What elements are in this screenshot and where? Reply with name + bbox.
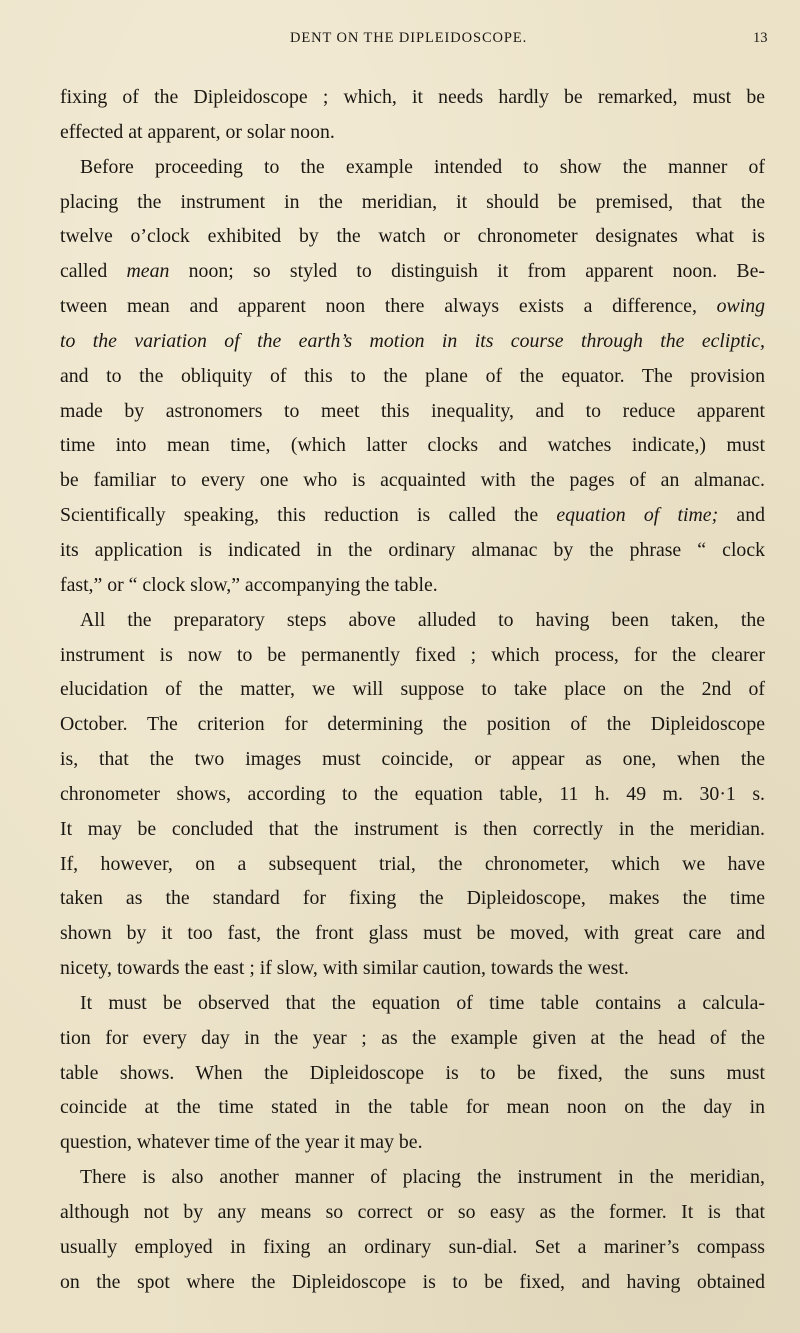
text-line: October. The criterion for determining the position of the Dipleidoscope	[60, 713, 765, 736]
body-text	[60, 80, 765, 1300]
text-line: taken as the standard for fixing the Dipleidoscope, makes the time	[60, 887, 765, 910]
text-line: It may be concluded that the instrument is then correctly in the meridian.	[60, 817, 765, 840]
text-line: coincide at the time stated in the table for mean noon on the day in	[60, 1096, 765, 1119]
running-head	[0, 30, 800, 54]
paragraph-3	[60, 603, 765, 986]
text-line: be familiar to every one who is acquainted with the pages of an almanac.	[60, 469, 765, 492]
paragraph-1	[60, 80, 765, 150]
text-line: its application is indicated in the ordinary almanac by the phrase “ clock	[60, 538, 765, 561]
text-line: usually employed in fixing an ordinary sun-dial. Set a mariner’s compass	[60, 1235, 765, 1258]
text-line: although not by any means so correct or so easy as the former. It is that	[60, 1201, 765, 1223]
text-line: on the spot where the Dipleidoscope is to be fixed, and having obtained	[60, 1270, 765, 1293]
text-line: It must be observed that the equation of time table contains a calcula-	[80, 991, 765, 1014]
italic-term: mean	[126, 260, 170, 283]
text-line: is, that the two images must coincide, or appear as one, when the	[60, 748, 765, 771]
text-line: effected at apparent, or solar noon.	[60, 120, 335, 143]
text-line: made by astronomers to meet this inequality, and to reduce apparent	[60, 399, 765, 422]
text-line: and to the obliquity of this to the plane of the equator. The provision	[60, 364, 765, 387]
text-line: chronometer shows, according to the equation table, 11 h. 49 m. 30·1 s.	[60, 782, 765, 805]
text-run: noon; so styled to distinguish it from apparent noon. Be-	[169, 260, 765, 283]
text-line: shown by it too fast, the front glass must be moved, with great care and	[60, 922, 765, 945]
text-run: called	[60, 260, 127, 283]
paragraph-5	[60, 1160, 765, 1299]
italic-term: owing	[716, 295, 765, 318]
text-line: All the preparatory steps above alluded to having been taken, the	[80, 608, 765, 631]
text-line: instrument is now to be permanently fixed ; which process, for the clearer	[60, 643, 765, 666]
text-line: tion for every day in the year ; as the example given at the head of the	[60, 1026, 765, 1049]
text-line	[60, 324, 765, 359]
text-line: If, however, on a subsequent trial, the chronometer, which we have	[60, 852, 765, 875]
text-line: table shows. When the Dipleidoscope is to be fixed, the suns must	[60, 1061, 765, 1084]
text-line: placing the instrument in the meridian, it should be premised, that the	[60, 190, 765, 213]
text-line	[60, 498, 765, 533]
text-line: There is also another manner of placing the instrument in the meridian,	[80, 1166, 765, 1189]
text-line: time into mean time, (which latter clocks and watches indicate,) must	[60, 434, 765, 457]
text-line	[60, 289, 765, 324]
text-line: nicety, towards the east ; if slow, with similar caution, towards the west.	[60, 957, 629, 980]
italic-term: equation of time;	[556, 504, 719, 527]
text-line: elucidation of the matter, we will suppose to take place on the 2nd of	[60, 678, 765, 701]
page-number: 13	[753, 30, 768, 46]
text-run: Scientifically speaking, this reduction is called the	[60, 504, 557, 527]
text-line	[60, 254, 765, 289]
paragraph-4	[60, 986, 765, 1160]
italic-phrase: to the variation of the earth’s motion in its course through the ecliptic,	[60, 329, 765, 352]
text-line: twelve o’clock exhibited by the watch or chronometer designates what is	[60, 225, 765, 248]
text-line: fast,” or “ clock slow,” accompanying the table.	[60, 573, 438, 596]
text-line: fixing of the Dipleidoscope ; which, it needs hardly be remarked, must be	[60, 86, 765, 108]
text-run: and	[718, 504, 765, 527]
text-line: Before proceeding to the example intended to show the manner of	[80, 155, 765, 178]
paragraph-2	[60, 150, 765, 603]
running-title: DENT ON THE DIPLEIDOSCOPE.	[290, 30, 528, 46]
text-line: question, whatever time of the year it may be.	[60, 1131, 423, 1154]
text-run: tween mean and apparent noon there always exists a difference,	[60, 295, 717, 318]
